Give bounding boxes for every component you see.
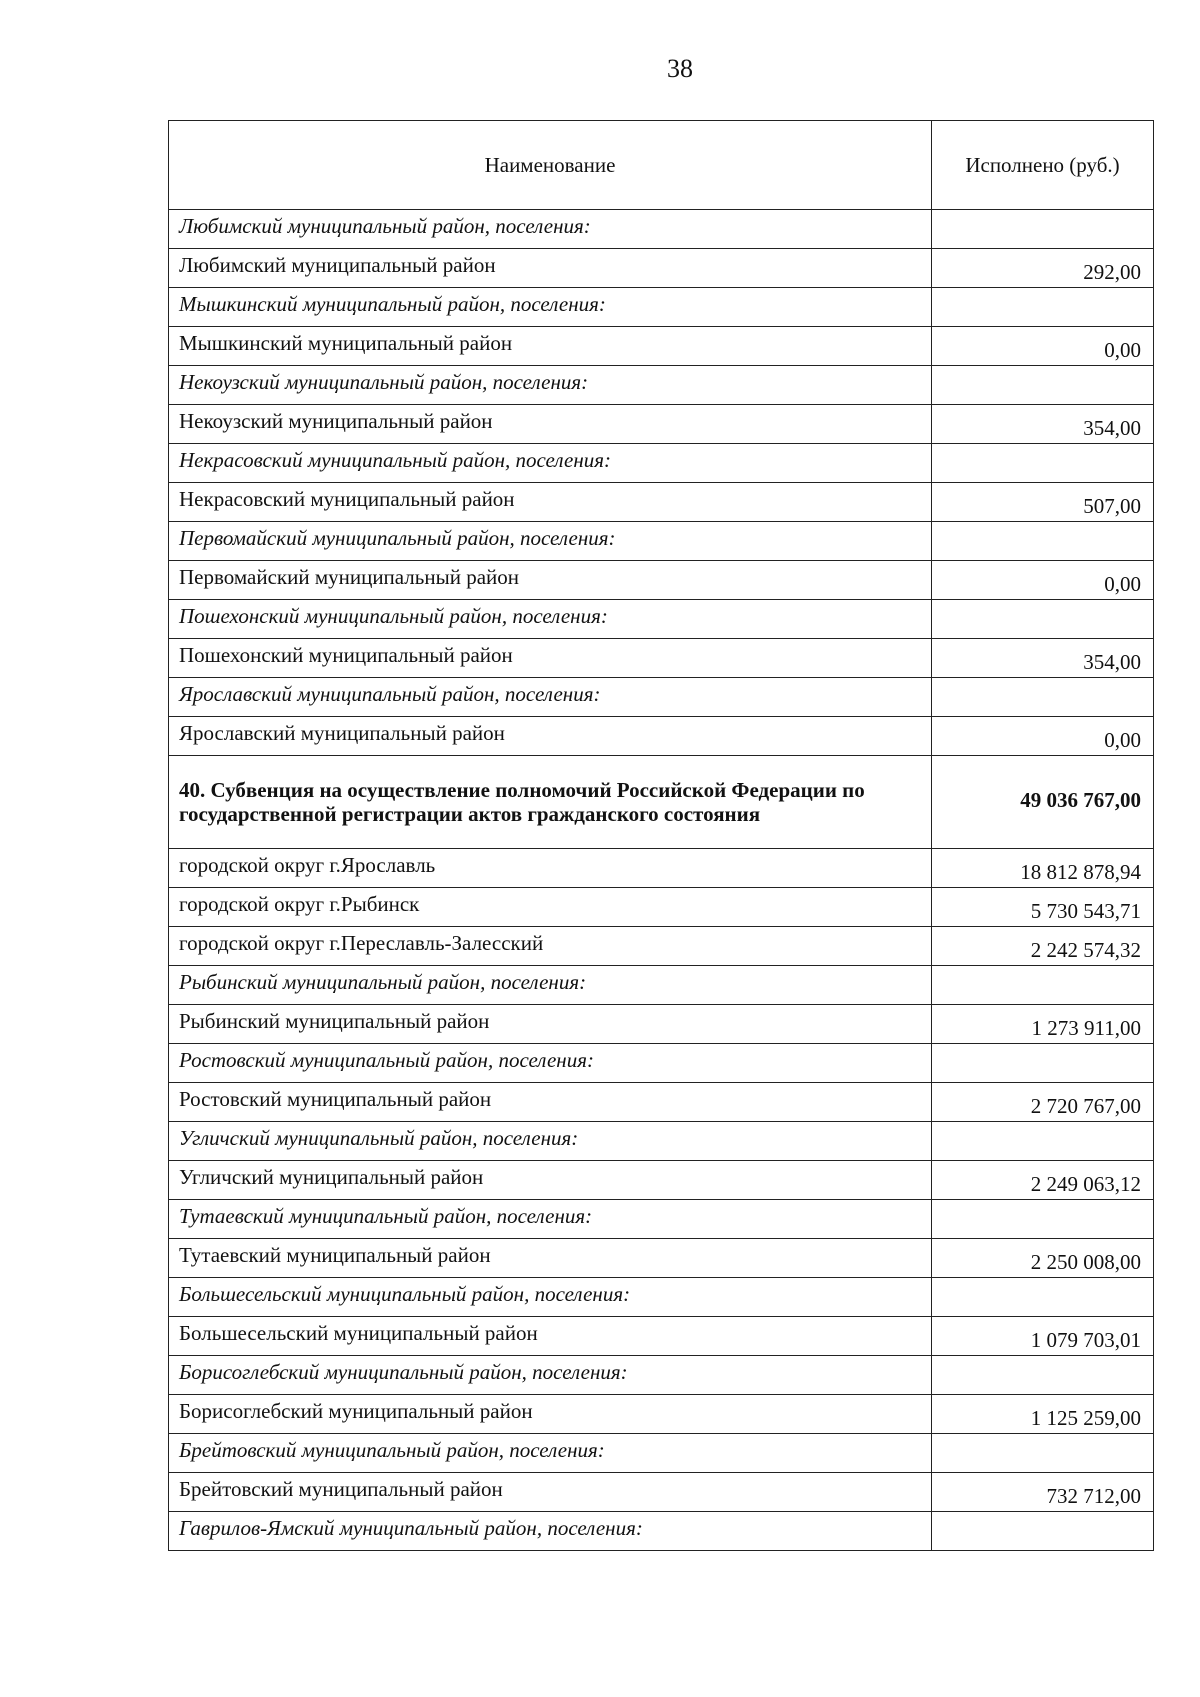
table-row xyxy=(169,1005,1154,1044)
row-name: Первомайский муниципальный район xyxy=(169,561,932,600)
row-name: Ярославский муниципальный район, поселения: xyxy=(169,678,932,717)
table-row xyxy=(169,327,1154,366)
table-header-row xyxy=(169,121,1154,210)
row-value xyxy=(932,1434,1154,1473)
row-name: Некоузский муниципальный район, поселения: xyxy=(169,366,932,405)
table-row xyxy=(169,1473,1154,1512)
group-row xyxy=(169,288,1154,327)
row-name: Угличский муниципальный район xyxy=(169,1161,932,1200)
row-name: Первомайский муниципальный район, поселения: xyxy=(169,522,932,561)
row-name: городской округ г.Рыбинск xyxy=(169,888,932,927)
row-value xyxy=(932,444,1154,483)
row-value xyxy=(932,1512,1154,1551)
row-value xyxy=(932,1278,1154,1317)
table-row xyxy=(169,561,1154,600)
row-value: 2 242 574,32 xyxy=(932,927,1154,966)
row-name: Пошехонский муниципальный район, поселения: xyxy=(169,600,932,639)
row-name: 40. Субвенция на осуществление полномочий Российской Федерации по государственной регистрации актов гражданского состояния xyxy=(169,756,932,849)
row-name: Некоузский муниципальный район xyxy=(169,405,932,444)
table-row xyxy=(169,849,1154,888)
group-row xyxy=(169,1122,1154,1161)
row-value xyxy=(932,966,1154,1005)
section-row xyxy=(169,756,1154,849)
group-row xyxy=(169,600,1154,639)
row-name: Гаврилов-Ямский муниципальный район, поселения: xyxy=(169,1512,932,1551)
row-value: 354,00 xyxy=(932,405,1154,444)
row-value xyxy=(932,288,1154,327)
table-row xyxy=(169,1083,1154,1122)
row-value: 732 712,00 xyxy=(932,1473,1154,1512)
row-value xyxy=(932,1356,1154,1395)
group-row xyxy=(169,444,1154,483)
row-value xyxy=(932,366,1154,405)
row-value: 18 812 878,94 xyxy=(932,849,1154,888)
row-name: Любимский муниципальный район xyxy=(169,249,932,288)
row-value: 1 273 911,00 xyxy=(932,1005,1154,1044)
row-value xyxy=(932,1200,1154,1239)
row-value xyxy=(932,600,1154,639)
row-name: Тутаевский муниципальный район, поселения: xyxy=(169,1200,932,1239)
row-value xyxy=(932,522,1154,561)
table-row xyxy=(169,483,1154,522)
row-name: Некрасовский муниципальный район, поселения: xyxy=(169,444,932,483)
table-row xyxy=(169,888,1154,927)
table-row xyxy=(169,927,1154,966)
table-row xyxy=(169,639,1154,678)
table-row xyxy=(169,717,1154,756)
group-row xyxy=(169,522,1154,561)
row-value: 507,00 xyxy=(932,483,1154,522)
table-row xyxy=(169,1395,1154,1434)
row-name: Ростовский муниципальный район, поселения: xyxy=(169,1044,932,1083)
page-number: 38 xyxy=(667,54,693,83)
group-row xyxy=(169,1356,1154,1395)
row-value: 2 720 767,00 xyxy=(932,1083,1154,1122)
row-name: Рыбинский муниципальный район xyxy=(169,1005,932,1044)
group-row xyxy=(169,1278,1154,1317)
group-row xyxy=(169,210,1154,249)
row-value: 5 730 543,71 xyxy=(932,888,1154,927)
row-name: Большесельский муниципальный район, поселения: xyxy=(169,1278,932,1317)
row-name: Брейтовский муниципальный район xyxy=(169,1473,932,1512)
row-name: Брейтовский муниципальный район, поселения: xyxy=(169,1434,932,1473)
group-row xyxy=(169,678,1154,717)
row-name: Рыбинский муниципальный район, поселения: xyxy=(169,966,932,1005)
row-value: 354,00 xyxy=(932,639,1154,678)
row-name: Борисоглебский муниципальный район xyxy=(169,1395,932,1434)
row-value: 0,00 xyxy=(932,327,1154,366)
group-row xyxy=(169,366,1154,405)
group-row xyxy=(169,1044,1154,1083)
row-name: Мышкинский муниципальный район xyxy=(169,327,932,366)
row-name: городской округ г.Ярославль xyxy=(169,849,932,888)
row-value: 292,00 xyxy=(932,249,1154,288)
row-value xyxy=(932,678,1154,717)
header-executed: Исполнено (руб.) xyxy=(932,121,1154,210)
row-value: 0,00 xyxy=(932,561,1154,600)
row-name: городской округ г.Переславль-Залесский xyxy=(169,927,932,966)
row-name: Большесельский муниципальный район xyxy=(169,1317,932,1356)
row-value xyxy=(932,1044,1154,1083)
table-row xyxy=(169,1317,1154,1356)
table-row xyxy=(169,405,1154,444)
group-row xyxy=(169,1434,1154,1473)
row-value: 0,00 xyxy=(932,717,1154,756)
row-value xyxy=(932,210,1154,249)
row-name: Некрасовский муниципальный район xyxy=(169,483,932,522)
row-name: Мышкинский муниципальный район, поселения: xyxy=(169,288,932,327)
report-table xyxy=(168,120,1154,1551)
group-row xyxy=(169,966,1154,1005)
row-name: Ярославский муниципальный район xyxy=(169,717,932,756)
row-name: Ростовский муниципальный район xyxy=(169,1083,932,1122)
row-name: Борисоглебский муниципальный район, поселения: xyxy=(169,1356,932,1395)
row-value: 1 079 703,01 xyxy=(932,1317,1154,1356)
table-row xyxy=(169,1239,1154,1278)
row-name: Любимский муниципальный район, поселения: xyxy=(169,210,932,249)
row-name: Пошехонский муниципальный район xyxy=(169,639,932,678)
group-row xyxy=(169,1200,1154,1239)
row-value: 49 036 767,00 xyxy=(932,756,1154,849)
row-value: 1 125 259,00 xyxy=(932,1395,1154,1434)
row-name: Тутаевский муниципальный район xyxy=(169,1239,932,1278)
table-body xyxy=(169,210,1154,1551)
group-row xyxy=(169,1512,1154,1551)
row-name: Угличский муниципальный район, поселения: xyxy=(169,1122,932,1161)
table-row xyxy=(169,1161,1154,1200)
header-name: Наименование xyxy=(169,121,932,210)
row-value: 2 249 063,12 xyxy=(932,1161,1154,1200)
table-row xyxy=(169,249,1154,288)
row-value: 2 250 008,00 xyxy=(932,1239,1154,1278)
row-value xyxy=(932,1122,1154,1161)
